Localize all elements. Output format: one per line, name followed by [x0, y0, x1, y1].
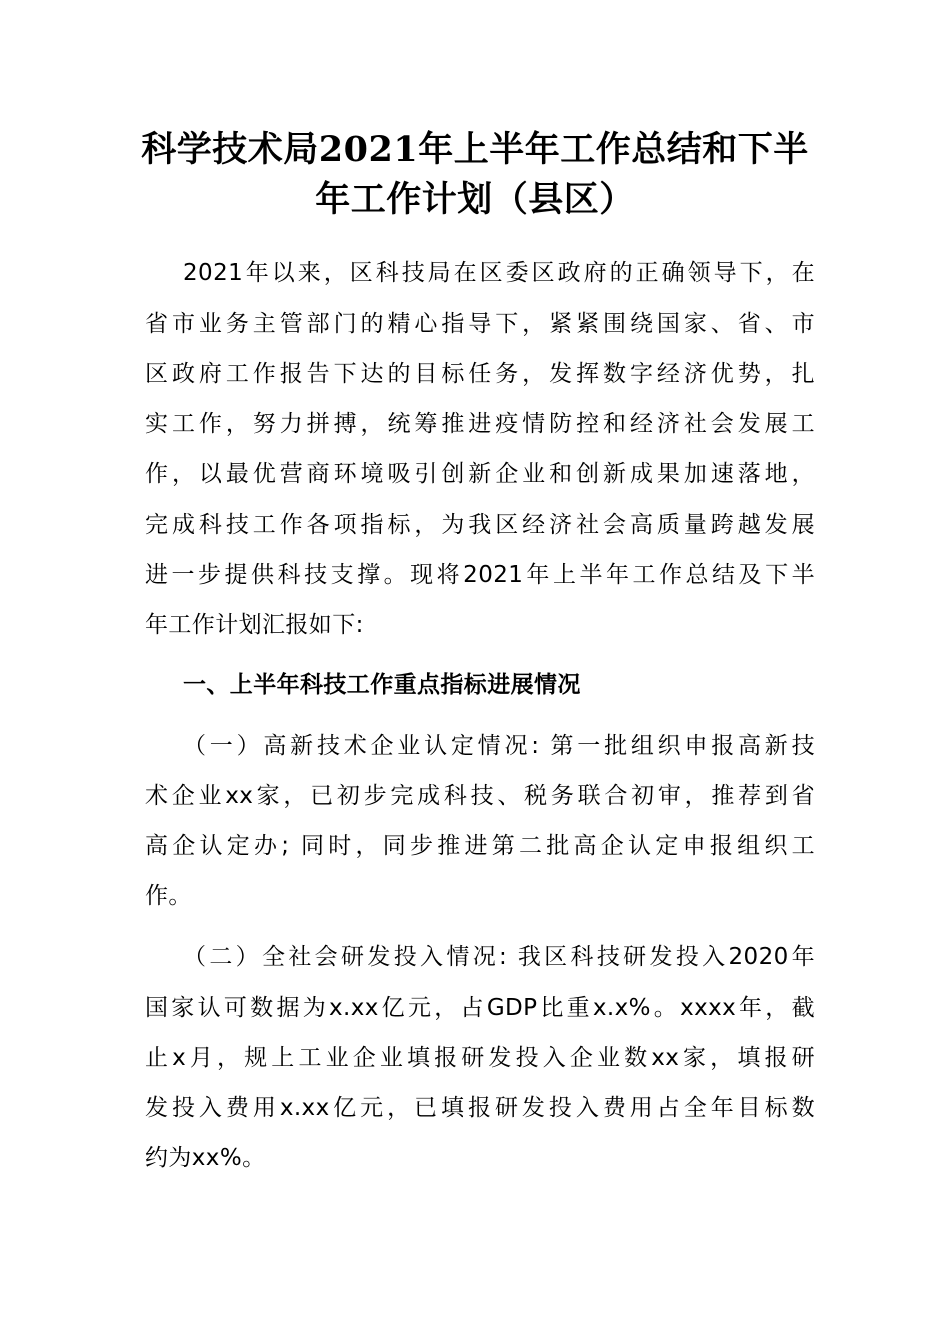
document-title-line-1: 科学技术局2021年上半年工作总结和下半 — [141, 129, 809, 170]
item-2-line: （二）全社会研发投入情况: 我区科技研发投入2020年 — [183, 944, 815, 970]
intro-paragraph-line: 进一步提供科技支撑。现将2021年上半年工作总结及下半 — [145, 562, 815, 588]
item-1-line: 高企认定办; 同时，同步推进第二批高企认定申报组织工 — [145, 833, 815, 859]
intro-paragraph-line: 年工作计划汇报如下: — [145, 612, 364, 638]
section-heading: 一、上半年科技工作重点指标进展情况 — [183, 672, 581, 698]
item-1-line: （一）高新技术企业认定情况: 第一批组织申报高新技 — [183, 733, 815, 759]
document-title-line-2: 年工作计划（县区） — [315, 179, 635, 220]
item-1-line: 作。 — [145, 883, 192, 909]
intro-paragraph-line: 2021年以来，区科技局在区委区政府的正确领导下，在 — [183, 260, 815, 286]
item-2-line: 发投入费用x.xx亿元，已填报研发投入费用占全年目标数 — [145, 1095, 815, 1121]
item-2-line: 国家认可数据为x.xx亿元，占GDP比重x.x%。xxxx年，截 — [145, 995, 815, 1021]
intro-paragraph-line: 省市业务主管部门的精心指导下，紧紧围绕国家、省、市 — [145, 311, 815, 337]
intro-paragraph-line: 区政府工作报告下达的目标任务，发挥数字经济优势，扎 — [145, 361, 815, 387]
item-1-line: 术企业xx家，已初步完成科技、税务联合初审，推荐到省 — [145, 783, 815, 809]
item-2-line: 约为xx%。 — [145, 1145, 266, 1171]
intro-paragraph-line: 完成科技工作各项指标，为我区经济社会高质量跨越发展 — [145, 512, 815, 538]
item-2-line: 止x月，规上工业企业填报研发投入企业数xx家，填报研 — [145, 1045, 815, 1071]
intro-paragraph-line: 作，以最优营商环境吸引创新企业和创新成果加速落地， — [145, 461, 815, 487]
intro-paragraph-line: 实工作，努力拼搏，统筹推进疫情防控和经济社会发展工 — [145, 411, 815, 437]
